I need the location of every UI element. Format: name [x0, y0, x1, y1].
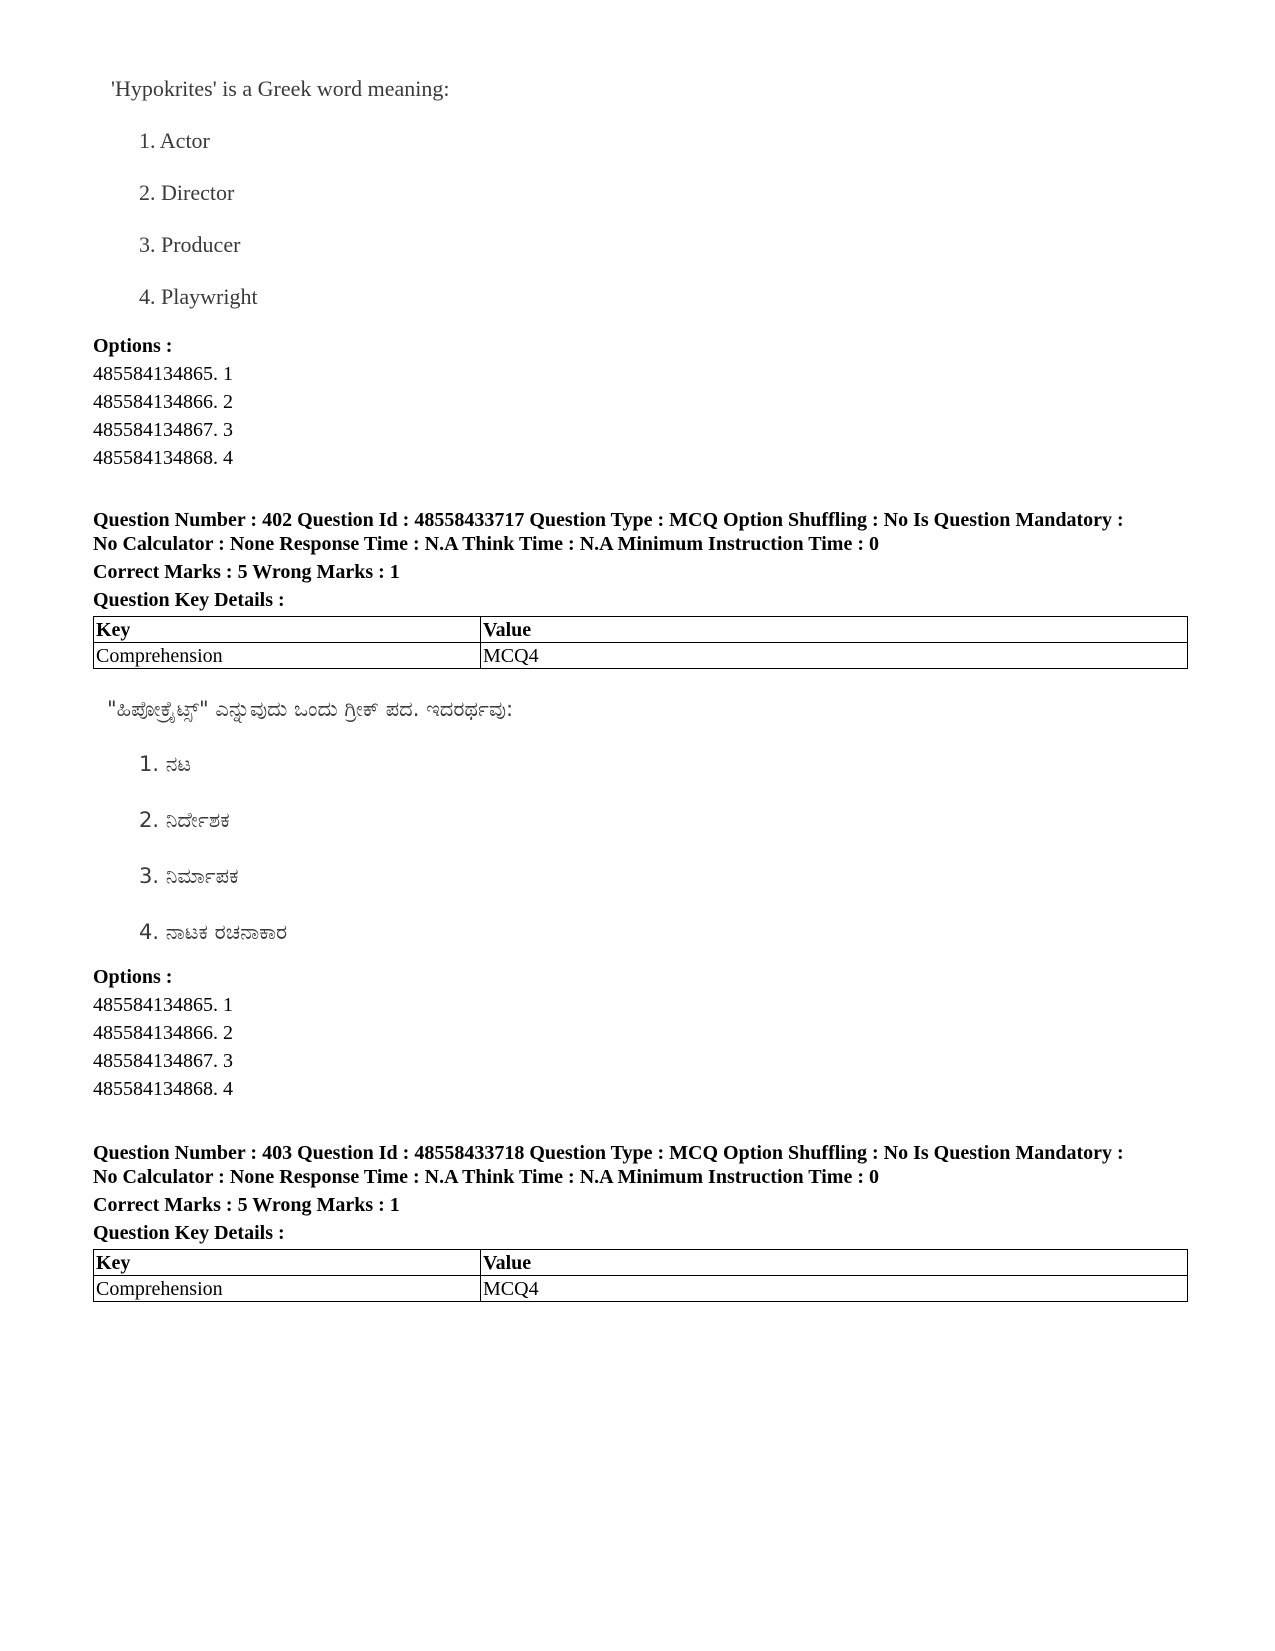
question-option-4: 4. ನಾಟಕ ರಚನಾಕಾರ	[139, 920, 288, 944]
option-id-4: 485584134868. 4	[93, 447, 233, 469]
marks-line: Correct Marks : 5 Wrong Marks : 1	[93, 1194, 400, 1216]
table-cell-value: MCQ4	[481, 1276, 1188, 1302]
options-title: Options :	[93, 335, 173, 357]
key-details-title: Question Key Details :	[93, 589, 285, 611]
table-header-value: Value	[481, 1250, 1188, 1276]
table-cell-key: Comprehension	[94, 643, 481, 669]
table-cell-value: MCQ4	[481, 643, 1188, 669]
marks-line: Correct Marks : 5 Wrong Marks : 1	[93, 561, 400, 583]
question-meta	[93, 1141, 1203, 1189]
options-title: Options :	[93, 966, 173, 988]
question-option-2: 2. ನಿರ್ದೇಶಕ	[139, 808, 230, 832]
question-meta-line-1: Question Number : 403 Question Id : 48558433718 Question Type : MCQ Option Shuffling : No Is Question Mandatory :	[93, 1142, 1124, 1164]
question-meta	[93, 508, 1203, 556]
question-text: "ಹಿಪೋಕ್ರೈಟ್ಸ್" ಎನ್ನುವುದು ಒಂದು ಗ್ರೀಕ್ ಪದ. ಇದರರ್ಥವು:	[107, 697, 514, 721]
key-details-table	[93, 616, 1188, 669]
table-cell-key: Comprehension	[94, 1276, 481, 1302]
table-header-row	[94, 1250, 1188, 1276]
question-option-4: 4. Playwright	[139, 284, 258, 309]
table-header-key: Key	[94, 1250, 481, 1276]
option-id-4: 485584134868. 4	[93, 1078, 233, 1100]
question-meta-line-2: No Calculator : None Response Time : N.A Think Time : N.A Minimum Instruction Time : 0	[93, 533, 879, 555]
question-option-1: 1. Actor	[139, 128, 210, 153]
key-details-title: Question Key Details :	[93, 1222, 285, 1244]
table-row	[94, 1276, 1188, 1302]
table-header-key: Key	[94, 617, 481, 643]
option-id-2: 485584134866. 2	[93, 1022, 233, 1044]
key-details-table	[93, 1249, 1188, 1302]
table-header-value: Value	[481, 617, 1188, 643]
option-id-3: 485584134867. 3	[93, 1050, 233, 1072]
question-option-3: 3. ನಿರ್ಮಾಪಕ	[139, 864, 239, 888]
table-header-row	[94, 617, 1188, 643]
table-row	[94, 643, 1188, 669]
question-meta-line-1: Question Number : 402 Question Id : 48558433717 Question Type : MCQ Option Shuffling : No Is Question Mandatory :	[93, 509, 1124, 531]
question-text: 'Hypokrites' is a Greek word meaning:	[111, 76, 450, 101]
question-option-2: 2. Director	[139, 180, 235, 205]
question-option-1: 1. ನಟ	[139, 752, 192, 776]
option-id-1: 485584134865. 1	[93, 363, 233, 385]
question-meta-line-2: No Calculator : None Response Time : N.A Think Time : N.A Minimum Instruction Time : 0	[93, 1166, 879, 1188]
option-id-2: 485584134866. 2	[93, 391, 233, 413]
option-id-3: 485584134867. 3	[93, 419, 233, 441]
question-option-3: 3. Producer	[139, 232, 241, 257]
option-id-1: 485584134865. 1	[93, 994, 233, 1016]
